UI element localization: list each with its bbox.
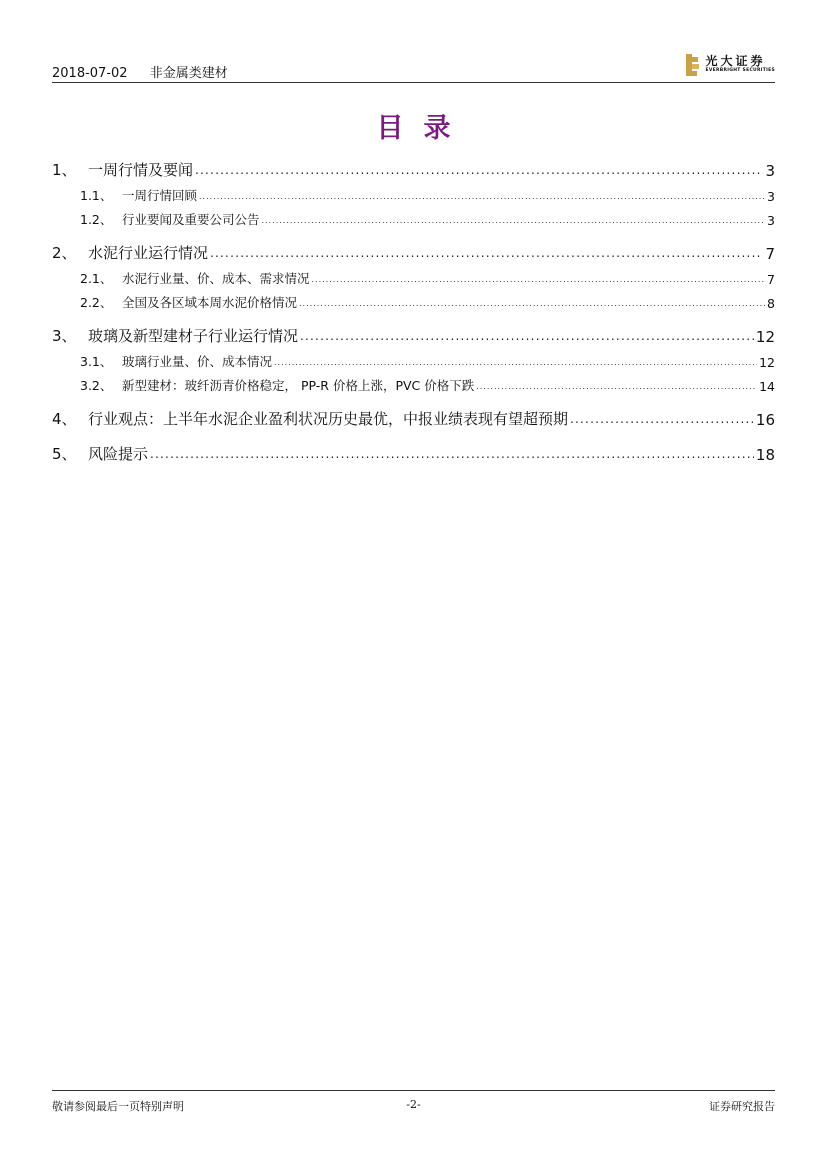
page-footer (52, 1090, 775, 1111)
toc-entry-number: 2.1、 (80, 271, 113, 286)
toc-leader-dots (274, 358, 757, 370)
toc-entry-title: 行业观点：上半年水泥企业盈利状况历史最优，中报业绩表现有望超预期 (88, 410, 569, 428)
toc-leader-dots (199, 192, 765, 204)
toc-entry-page: 12 (759, 355, 775, 370)
toc-entry[interactable] (52, 263, 775, 287)
toc-entry-title: 风险提示 (88, 445, 149, 463)
page-number: -2- (406, 1098, 421, 1111)
toc-leader-dots (570, 412, 754, 429)
toc-leader-dots (195, 163, 763, 180)
toc-entry[interactable] (52, 322, 775, 346)
toc-entry-page: 12 (755, 328, 775, 346)
toc-leader-dots (299, 299, 765, 311)
toc-entry[interactable] (52, 156, 775, 180)
toc-entry[interactable] (52, 239, 775, 263)
toc-entry-page: 8 (767, 296, 775, 311)
toc-entry-number: 3.1、 (80, 354, 113, 369)
toc-entry[interactable] (52, 405, 775, 429)
toc-leader-dots (476, 382, 757, 394)
logo-chinese-name: 光大证券 (705, 54, 766, 68)
toc-entry-title: 一周行情及要闻 (88, 161, 194, 179)
toc-leader-dots (312, 275, 766, 287)
toc-entry-number: 3、 (52, 327, 77, 345)
toc-leader-dots (300, 329, 754, 346)
toc-entry-title: 玻璃行业量、价、成本情况 (122, 354, 273, 369)
toc-entry-title: 水泥行业运行情况 (88, 244, 209, 262)
toc-entry-number: 1.2、 (80, 212, 113, 227)
toc-entry[interactable] (52, 346, 775, 370)
page-title: 目录 (376, 113, 471, 144)
toc-entry-number: 3.2、 (80, 378, 113, 393)
toc-entry-page: 18 (755, 446, 775, 464)
toc-entry-number: 5、 (52, 445, 77, 463)
toc-entry-title: 新型建材：玻纤沥青价格稳定， PP-R 价格上涨，PVC 价格下跌 (122, 378, 475, 393)
logo-mark-icon (686, 54, 699, 76)
toc-entry-page: 14 (759, 379, 775, 394)
report-sector: 非金属类建材 (149, 66, 228, 81)
toc-entry-page: 3 (767, 189, 775, 204)
toc-entry-number: 1、 (52, 161, 77, 179)
header-info (52, 62, 246, 81)
toc-entry-page: 3 (765, 162, 775, 180)
toc-entry-page: 3 (767, 213, 775, 228)
footer-disclaimer: 敬请参阅最后一页特别声明 (52, 1100, 184, 1113)
toc-leader-dots (150, 447, 754, 464)
footer-report-type: 证券研究报告 (709, 1100, 775, 1113)
logo-english-name: EVERBRIGHT SECURITIES (705, 68, 775, 73)
toc-entry[interactable] (52, 440, 775, 464)
toc-entry-number: 2.2、 (80, 295, 113, 310)
table-of-contents (52, 156, 775, 464)
toc-entry-page: 16 (755, 411, 775, 429)
report-date: 2018-07-02 (52, 66, 128, 81)
toc-entry-page: 7 (765, 245, 775, 263)
toc-entry[interactable] (52, 370, 775, 394)
toc-leader-dots (210, 246, 763, 263)
toc-entry-title: 一周行情回顾 (122, 188, 198, 203)
company-logo (686, 54, 775, 78)
toc-entry-title: 玻璃及新型建材子行业运行情况 (88, 327, 299, 345)
toc-entry-title: 水泥行业量、价、成本、需求情况 (122, 271, 310, 286)
toc-entry[interactable] (52, 180, 775, 204)
toc-entry-number: 2、 (52, 244, 77, 262)
toc-entry-number: 1.1、 (80, 188, 113, 203)
page-header (52, 56, 775, 83)
toc-entry-title: 行业要闻及重要公司公告 (122, 212, 260, 227)
toc-entry-title: 全国及各区域本周水泥价格情况 (122, 295, 298, 310)
toc-entry-page: 7 (767, 272, 775, 287)
toc-leader-dots (262, 216, 766, 228)
toc-entry-number: 4、 (52, 410, 77, 428)
toc-entry[interactable] (52, 287, 775, 311)
toc-entry[interactable] (52, 204, 775, 228)
